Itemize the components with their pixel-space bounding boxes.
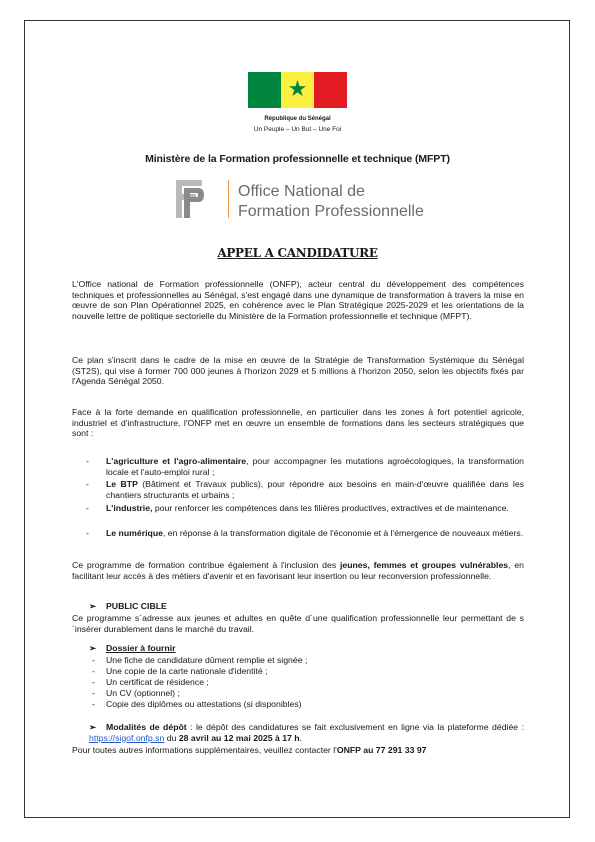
deadline-dates: 28 avril au 12 mai 2025 à 17 h [178,732,300,743]
republic-label: République du Sénégal [264,116,331,122]
list-item: - Un certificat de résidence ; [92,677,307,688]
logo-separator [228,180,229,218]
sector-desc: (Bâtiment et Travaux publics), pour répondre aux besoins en main-d'œuvre qualifiée dans les chantiers structurants et urbains ; [106,479,524,500]
sector-desc: , en réponse à la transformation digitale de l'économie et à l'émergence de nouveaux métiers. [162,528,524,538]
contact-line [72,745,427,756]
sector-name: Le BTP [106,479,138,489]
public-paragraph: Ce programme s´adresse aux jeunes et adultes en quête d´une qualification professionnelle leur permettant de s´insérer durablement dans le marché du travail. [72,613,524,634]
arrow-bullet-icon: ➢ [89,722,97,732]
modalites-text-du: du [164,732,179,743]
list-item: - Un CV (optionnel) ; [92,688,307,699]
platform-link[interactable]: https://sigof.onfp.sn [89,732,165,743]
sector-item-industrie: - L'industrie, pour renforcer les compétences dans les filières productives, extractives et de maintenance. [86,503,509,513]
public-heading [89,601,167,612]
public-heading-label: PUBLIC CIBLE [106,601,167,611]
intro-paragraph: L'Office national de Formation professionnelle (ONFP), acteur central du développement des compétences techniques et professionnelles au Sénégal, s'est engagé dans une dynamique de transformation à travers la mise en œuvre de son Plan Opérationnel 2025, en cohérence avec le Plan Stratégique 2025-2029 et les orientations de la nouvelle lettre de politique sectorielle du Ministère de la Formation professionnelle et technique (MFPT). [72,279,524,321]
demand-paragraph: Face à la forte demande en qualification professionnelle, en particulier dans les zones à fort potentiel agricole, industriel et d'infrastructure, l'ONFP met en œuvre un ensemble de formations dans les secteurs stratégiques que sont : [72,407,524,439]
modalites-text: : le dépôt des candidatures se fait exclusivement en ligne via la plateforme dédiée : [186,722,524,732]
modalites-end: . [299,732,303,743]
list-item: - Une copie de la carte nationale d'identité ; [92,666,307,677]
sector-desc: pour renforcer les compétences dans les filières productives, extractives et de maintenance. [152,503,509,513]
list-item: - Copie des diplômes ou attestations (si disponibles) [92,699,307,710]
senegal-flag [248,72,347,108]
ministry-title: Ministère de la Formation professionnelle et technique (MFPT) [145,153,450,165]
sector-item-agriculture: - L'agriculture et l'agro-alimentaire, pour accompagner les mutations agroécologiques, la transformation locale et l'auto-emploi rural ; [86,456,524,477]
arrow-bullet-icon: ➢ [89,643,97,653]
contact-text: Pour toutes autres informations supplémentaires, veuillez contacter l' [72,745,337,755]
dossier-heading-label: Dossier à fournir [106,643,176,653]
onfp-logo-icon [172,178,206,220]
contact-phone: ONFP au 77 291 33 97 [336,745,427,755]
inclusion-text-end: , en facilitant leur accès à des métiers d'avenir et en favorisant leur insertion ou leur reconversion professionnelle. [72,560,524,581]
sector-item-btp: - Le BTP (Bâtiment et Travaux publics), pour répondre aux besoins en main-d'œuvre qualifiée dans les chantiers structurants et urbains ; [86,479,524,500]
modalites-heading: Modalités de dépôt [106,722,187,732]
inclusion-paragraph [72,560,524,581]
dossier-list [92,655,307,710]
modalites-section [89,722,524,743]
org-name-line1: Office National de [238,183,365,200]
sector-name: Le numérique [106,528,163,538]
sector-desc: , pour accompagner les mutations agroécologiques, la transformation locale et l'auto-emploi rural ; [106,456,524,477]
sector-name: L'industrie, [106,503,153,513]
org-name-line2: Formation Professionnelle [238,203,424,220]
arrow-bullet-icon: ➢ [89,601,97,611]
plan-paragraph: Ce plan s'inscrit dans le cadre de la mise en œuvre de la Stratégie de Transformation Systémique du Sénégal (ST2S), qui vise à former 700 000 jeunes à l'horizon 2029 et 5 millions à l'horizon 2050, selon les objectifs fixés par l'Agenda Sénégal 2050. [72,355,524,387]
sector-item-numerique: - Le numérique, en réponse à la transformation digitale de l'économie et à l'émergence de nouveaux métiers. [86,528,524,538]
document-title: APPEL A CANDIDATURE [217,246,378,260]
list-item: - Une fiche de candidature dûment remplie et signée ; [92,655,307,666]
inclusion-text: Ce programme de formation contribue également à l'inclusion des [72,560,340,570]
national-motto: Un Peuple – Un But – Une Foi [253,126,342,133]
inclusion-groups: jeunes, femmes et groupes vulnérables [339,560,509,570]
flag-star-icon: ★ [287,76,308,101]
dossier-heading [89,643,176,654]
sector-name: L'agriculture et l'agro-alimentaire [106,456,247,466]
